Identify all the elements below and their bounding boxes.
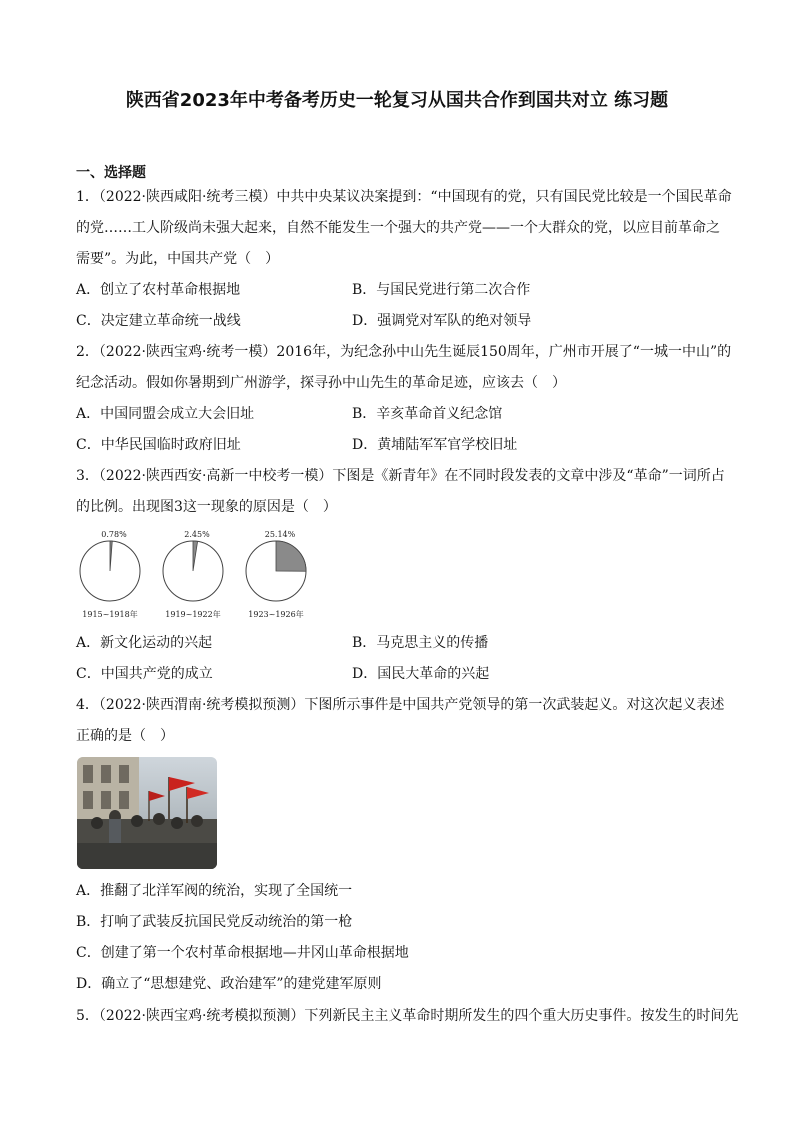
q2-option-c[interactable]: C．中华民国临时政府旧址 bbox=[76, 437, 241, 453]
q4-line-2: 正确的是（ ） bbox=[76, 728, 174, 744]
q2-option-a[interactable]: A．中国同盟会成立大会旧址 bbox=[76, 406, 255, 422]
pie-value-label-1: 2.45% bbox=[184, 530, 210, 539]
q1-option-d[interactable]: D．强调党对军队的绝对领导 bbox=[352, 313, 532, 329]
uprising-painting-image bbox=[77, 757, 217, 869]
section-heading: 一、选择题 bbox=[76, 165, 146, 181]
q4-option-a[interactable]: A．推翻了北洋军阀的统治，实现了全国统一 bbox=[76, 883, 353, 899]
q3-option-a[interactable]: A．新文化运动的兴起 bbox=[76, 635, 213, 651]
q2-option-b[interactable]: B．辛亥革命首义纪念馆 bbox=[352, 406, 503, 422]
revolution-ratio-pie-charts bbox=[76, 528, 336, 620]
pie-value-label-0: 0.78% bbox=[101, 530, 127, 539]
q4-option-d[interactable]: D．确立了“思想建党、政治建军”的建党建军原则 bbox=[76, 976, 382, 992]
q2-option-d[interactable]: D．黄埔陆军军官学校旧址 bbox=[352, 437, 518, 453]
q2-line-2: 纪念活动。假如你暑期到广州游学，探寻孙中山先生的革命足迹，应该去（ ） bbox=[76, 375, 566, 391]
q4-option-b[interactable]: B．打响了武装反抗国民党反动统治的第一枪 bbox=[76, 914, 353, 930]
q1-line-1: 1．（2022·陕西咸阳·统考三模）中共中央某议决案提到：“中国现有的党，只有国民党比较是一个国民革命 bbox=[76, 189, 732, 205]
q1-option-b[interactable]: B．与国民党进行第二次合作 bbox=[352, 282, 531, 298]
page-title: 陕西省2023年中考备考历史一轮复习从国共合作到国共对立 练习题 bbox=[125, 90, 669, 111]
q3-line-1: 3．（2022·陕西西安·高新一中校考一模）下图是《新青年》在不同时段发表的文章中涉及“革命”一词所占 bbox=[76, 468, 725, 484]
q1-option-a[interactable]: A．创立了农村革命根据地 bbox=[76, 282, 241, 298]
q2-line-1: 2．（2022·陕西宝鸡·统考一模）2016年，为纪念孙中山先生诞辰150周年，广州市开展了“一城一中山”的 bbox=[76, 344, 732, 360]
pie-slice-2 bbox=[276, 541, 306, 571]
q3-option-b[interactable]: B．马克思主义的传播 bbox=[352, 635, 489, 651]
q3-option-c[interactable]: C．中国共产党的成立 bbox=[76, 666, 213, 682]
q1-line-3: 需要”。为此，中国共产党（ ） bbox=[76, 251, 280, 267]
pie-category-label-2: 1923~1926年 bbox=[248, 610, 304, 619]
q5-line-1: 5．（2022·陕西宝鸡·统考模拟预测）下列新民主主义革命时期所发生的四个重大历史事件。按发生的时间先 bbox=[76, 1008, 739, 1024]
q3-line-2: 的比例。出现图3这一现象的原因是（ ） bbox=[76, 499, 337, 515]
pie-value-label-2: 25.14% bbox=[264, 530, 296, 539]
q1-option-c[interactable]: C．决定建立革命统一战线 bbox=[76, 313, 241, 329]
q1-line-2: 的党……工人阶级尚未强大起来，自然不能发生一个强大的共产党——一个大群众的党，以应目前革命之 bbox=[76, 220, 720, 236]
q3-option-d[interactable]: D．国民大革命的兴起 bbox=[352, 666, 490, 682]
pie-category-label-1: 1919~1922年 bbox=[165, 610, 221, 619]
pie-category-label-0: 1915~1918年 bbox=[82, 610, 138, 619]
q4-option-c[interactable]: C．创建了第一个农村革命根据地—井冈山革命根据地 bbox=[76, 945, 409, 961]
q4-line-1: 4．（2022·陕西渭南·统考模拟预测）下图所示事件是中国共产党领导的第一次武装起义。对这次起义表述 bbox=[76, 697, 725, 713]
